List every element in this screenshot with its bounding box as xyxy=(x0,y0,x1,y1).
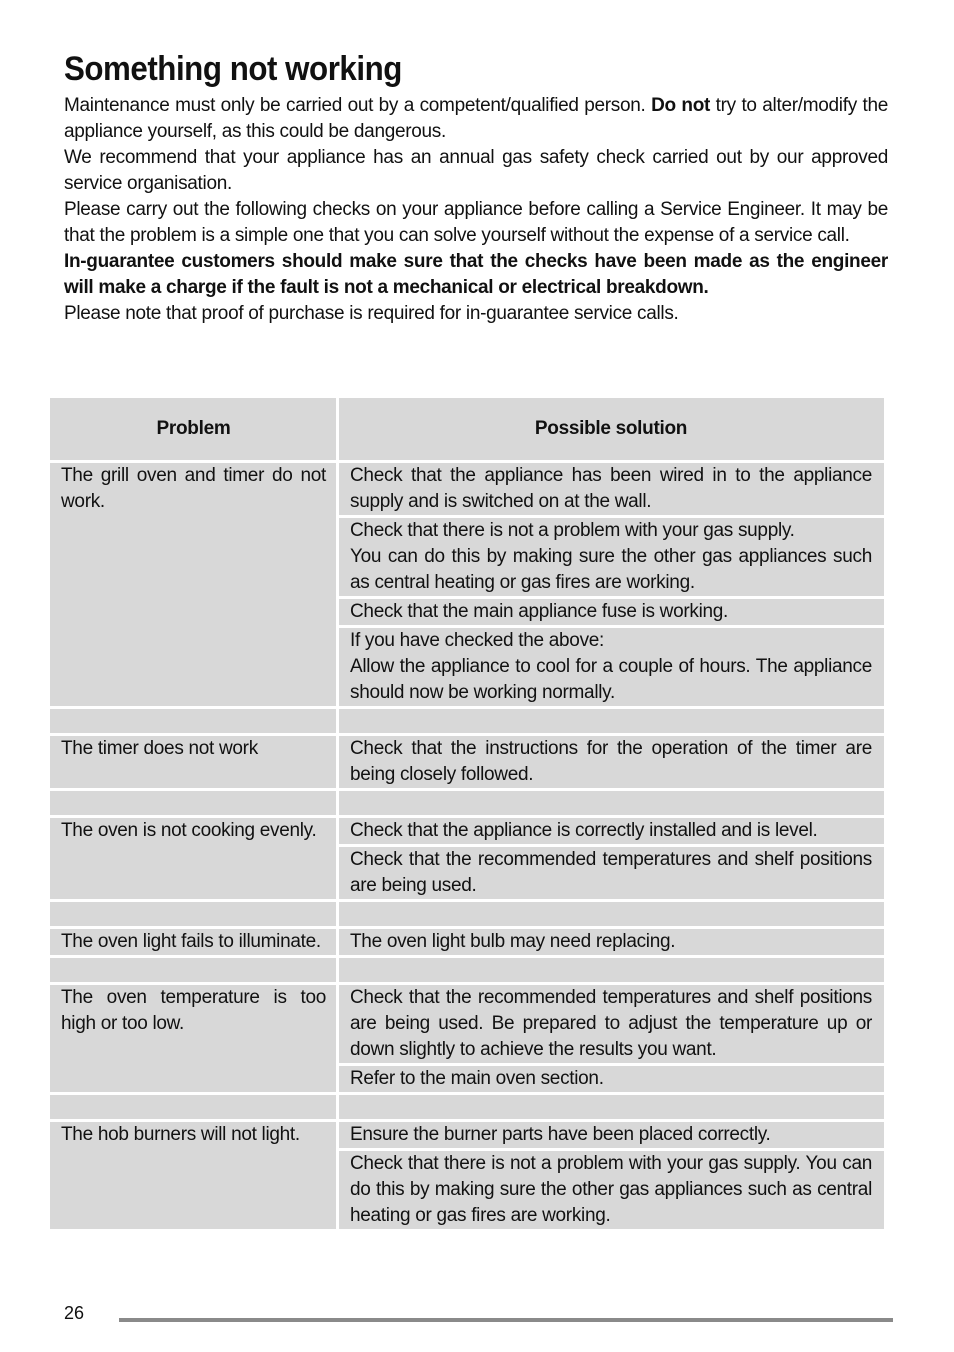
spacer-row xyxy=(50,709,884,733)
spacer-cell xyxy=(339,958,884,982)
solution-cell: Check that there is not a problem with your gas supply. You can do this by making sure the other gas appliances such as central heating or gas fires are working. xyxy=(339,1151,884,1229)
spacer-row xyxy=(50,958,884,982)
page-title: Something not working xyxy=(64,50,402,88)
intro-paragraph-2: We recommend that your appliance has an annual gas safety check carried out by our approved service organisation. xyxy=(64,147,888,194)
solution-cell: Check that the main appliance fuse is working. xyxy=(339,599,884,625)
solution-cell: Check that the appliance is correctly installed and is level. xyxy=(339,818,884,844)
table-row xyxy=(50,929,884,955)
solution-cell: Check that the recommended temperatures and shelf positions are being used. xyxy=(339,847,884,899)
intro-paragraph-3: Please carry out the following checks on your appliance before calling a Service Engineer. It may be that the problem is a simple one that you can solve yourself without the expense of a service call. xyxy=(64,199,888,246)
problem-cell: The oven is not cooking evenly. xyxy=(50,818,336,899)
table-row xyxy=(50,736,884,788)
spacer-row xyxy=(50,791,884,815)
spacer-cell xyxy=(50,958,336,982)
spacer-row xyxy=(50,1095,884,1119)
problem-cell: The grill oven and timer do not work. xyxy=(50,463,336,706)
spacer-cell xyxy=(50,1095,336,1119)
spacer-cell xyxy=(339,709,884,733)
table-row xyxy=(50,1122,884,1229)
table-row xyxy=(50,985,884,1092)
solutions-column xyxy=(339,1122,884,1229)
spacer-cell xyxy=(50,791,336,815)
footer-rule xyxy=(119,1318,893,1322)
header-solution: Possible solution xyxy=(339,398,884,460)
spacer-row xyxy=(50,902,884,926)
solution-cell: Check that the recommended temperatures and shelf positions are being used. Be prepared to adjust the temperature up or down slightly to achieve the results you want. xyxy=(339,985,884,1063)
problem-cell: The oven temperature is too high or too low. xyxy=(50,985,336,1092)
troubleshooting-table xyxy=(50,398,884,1229)
intro-paragraph-1 xyxy=(64,93,888,145)
page-number: 26 xyxy=(64,1303,85,1323)
solution-cell: The oven light bulb may need replacing. xyxy=(339,929,884,955)
spacer-cell xyxy=(50,902,336,926)
spacer-cell xyxy=(50,709,336,733)
intro-warning: In-guarantee customers should make sure that the checks have been made as the engineer will make a charge if the fault is not a mechanical or electrical breakdown. xyxy=(64,251,888,298)
problem-cell: The oven light fails to illuminate. xyxy=(50,929,336,955)
solution-cell: Check that the appliance has been wired in to the appliance supply and is switched on at the wall. xyxy=(339,463,884,515)
solution-cell: Check that the instructions for the operation of the timer are being closely followed. xyxy=(339,736,884,788)
solutions-column xyxy=(339,985,884,1092)
solution-cell: Refer to the main oven section. xyxy=(339,1066,884,1092)
solutions-column xyxy=(339,736,884,788)
solutions-column xyxy=(339,463,884,706)
solution-cell: If you have checked the above: Allow the appliance to cool for a couple of hours. The appliance should now be working normally. xyxy=(339,628,884,706)
intro-paragraph-5: Please note that proof of purchase is required for in-guarantee service calls. xyxy=(64,303,679,324)
table-row xyxy=(50,818,884,899)
intro-p1-text-end: try to alter/modify the appliance yourself, as this could be dangerous. xyxy=(64,95,888,142)
solution-cell: Ensure the burner parts have been placed correctly. xyxy=(339,1122,884,1148)
header-problem: Problem xyxy=(50,398,336,460)
solution-cell: Check that there is not a problem with your gas supply. You can do this by making sure the other gas appliances such as central heating or gas fires are working. xyxy=(339,518,884,596)
problem-cell: The timer does not work xyxy=(50,736,336,788)
solutions-column xyxy=(339,929,884,955)
table-header-row xyxy=(50,398,884,460)
spacer-cell xyxy=(339,791,884,815)
intro-p1-text: Maintenance must only be carried out by a competent/qualified person. xyxy=(64,95,652,116)
problem-cell: The hob burners will not light. xyxy=(50,1122,336,1229)
intro-text xyxy=(64,93,888,327)
intro-p1-emphasis: Do not xyxy=(651,95,711,116)
table-row xyxy=(50,463,884,706)
spacer-cell xyxy=(339,1095,884,1119)
spacer-cell xyxy=(339,902,884,926)
solutions-column xyxy=(339,818,884,899)
